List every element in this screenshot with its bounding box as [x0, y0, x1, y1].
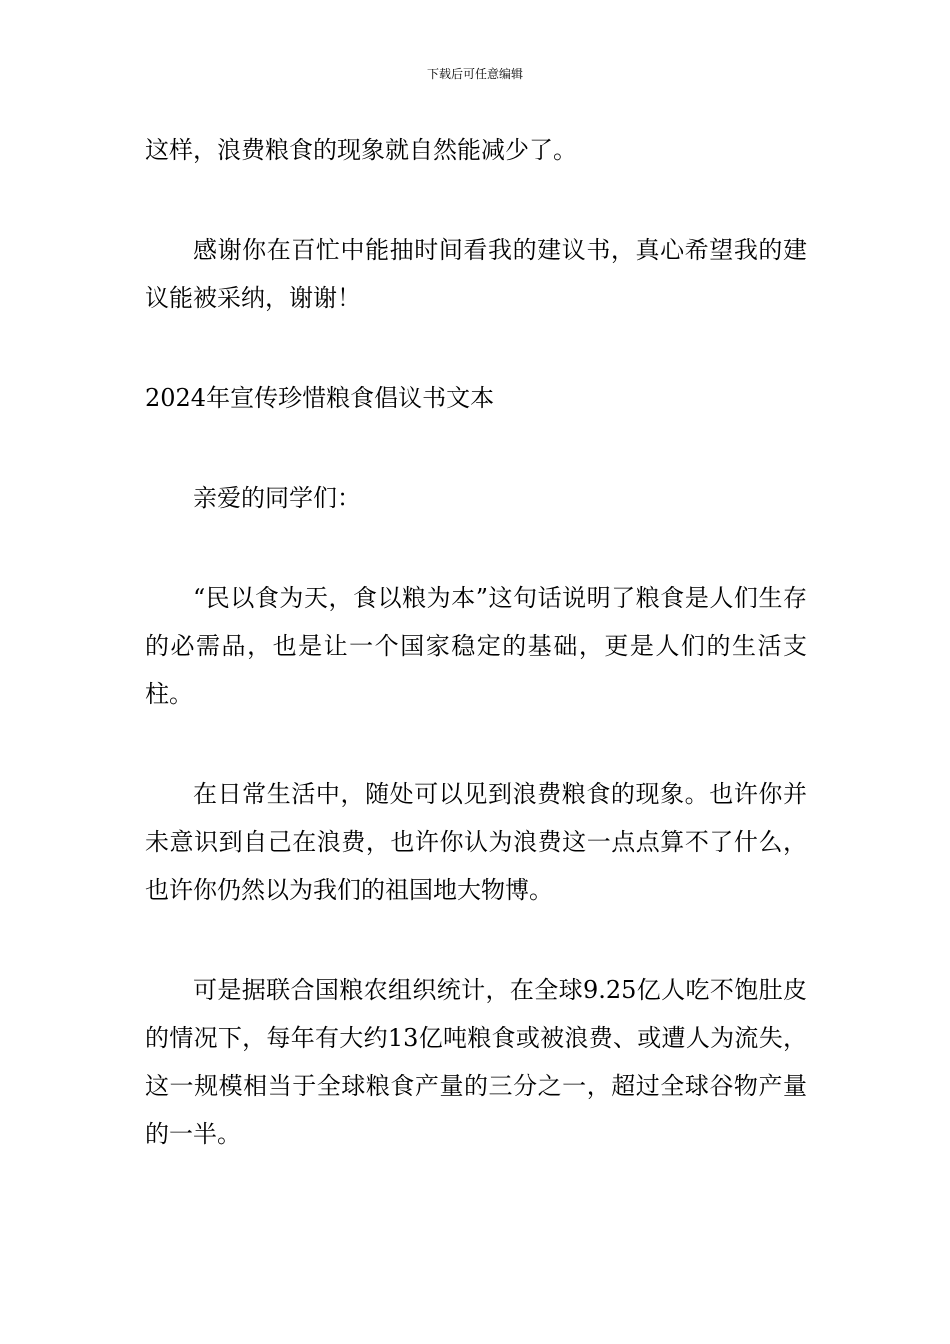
- paragraph-thanks: 感谢你在百忙中能抽时间看我的建议书，真心希望我的建议能被采纳，谢谢！: [145, 236, 807, 312]
- paragraph-proverb: “民以食为天，食以粮为本”这句话说明了粮食是人们生存的必需品，也是让一个国家稳定的基础，更是人们的生活支柱。: [145, 584, 807, 708]
- salutation: 亲爱的同学们：: [193, 484, 361, 512]
- paragraph-daily-waste: 在日常生活中，随处可以见到浪费粮食的现象。也许你并未意识到自己在浪费，也许你认为浪费这一点点算不了什么，也许你仍然以为我们的祖国地大物博。: [145, 780, 807, 904]
- page-header: 下载后可任意编辑: [426, 67, 523, 81]
- section-title: 2024年宣传珍惜粮食倡议书文本: [145, 384, 495, 412]
- paragraph-statistics: 可是据联合国粮农组织统计，在全球9.25亿人吃不饱肚皮的情况下，每年有大约13亿吨粮食或被浪费、或遭人为流失，这一规模相当于全球粮食产量的三分之一，超过全球谷物产量的一半。: [145, 976, 807, 1148]
- document-body: [145, 126, 807, 1158]
- paragraph-closing-continuation: 这样，浪费粮食的现象就自然能减少了。: [145, 136, 577, 164]
